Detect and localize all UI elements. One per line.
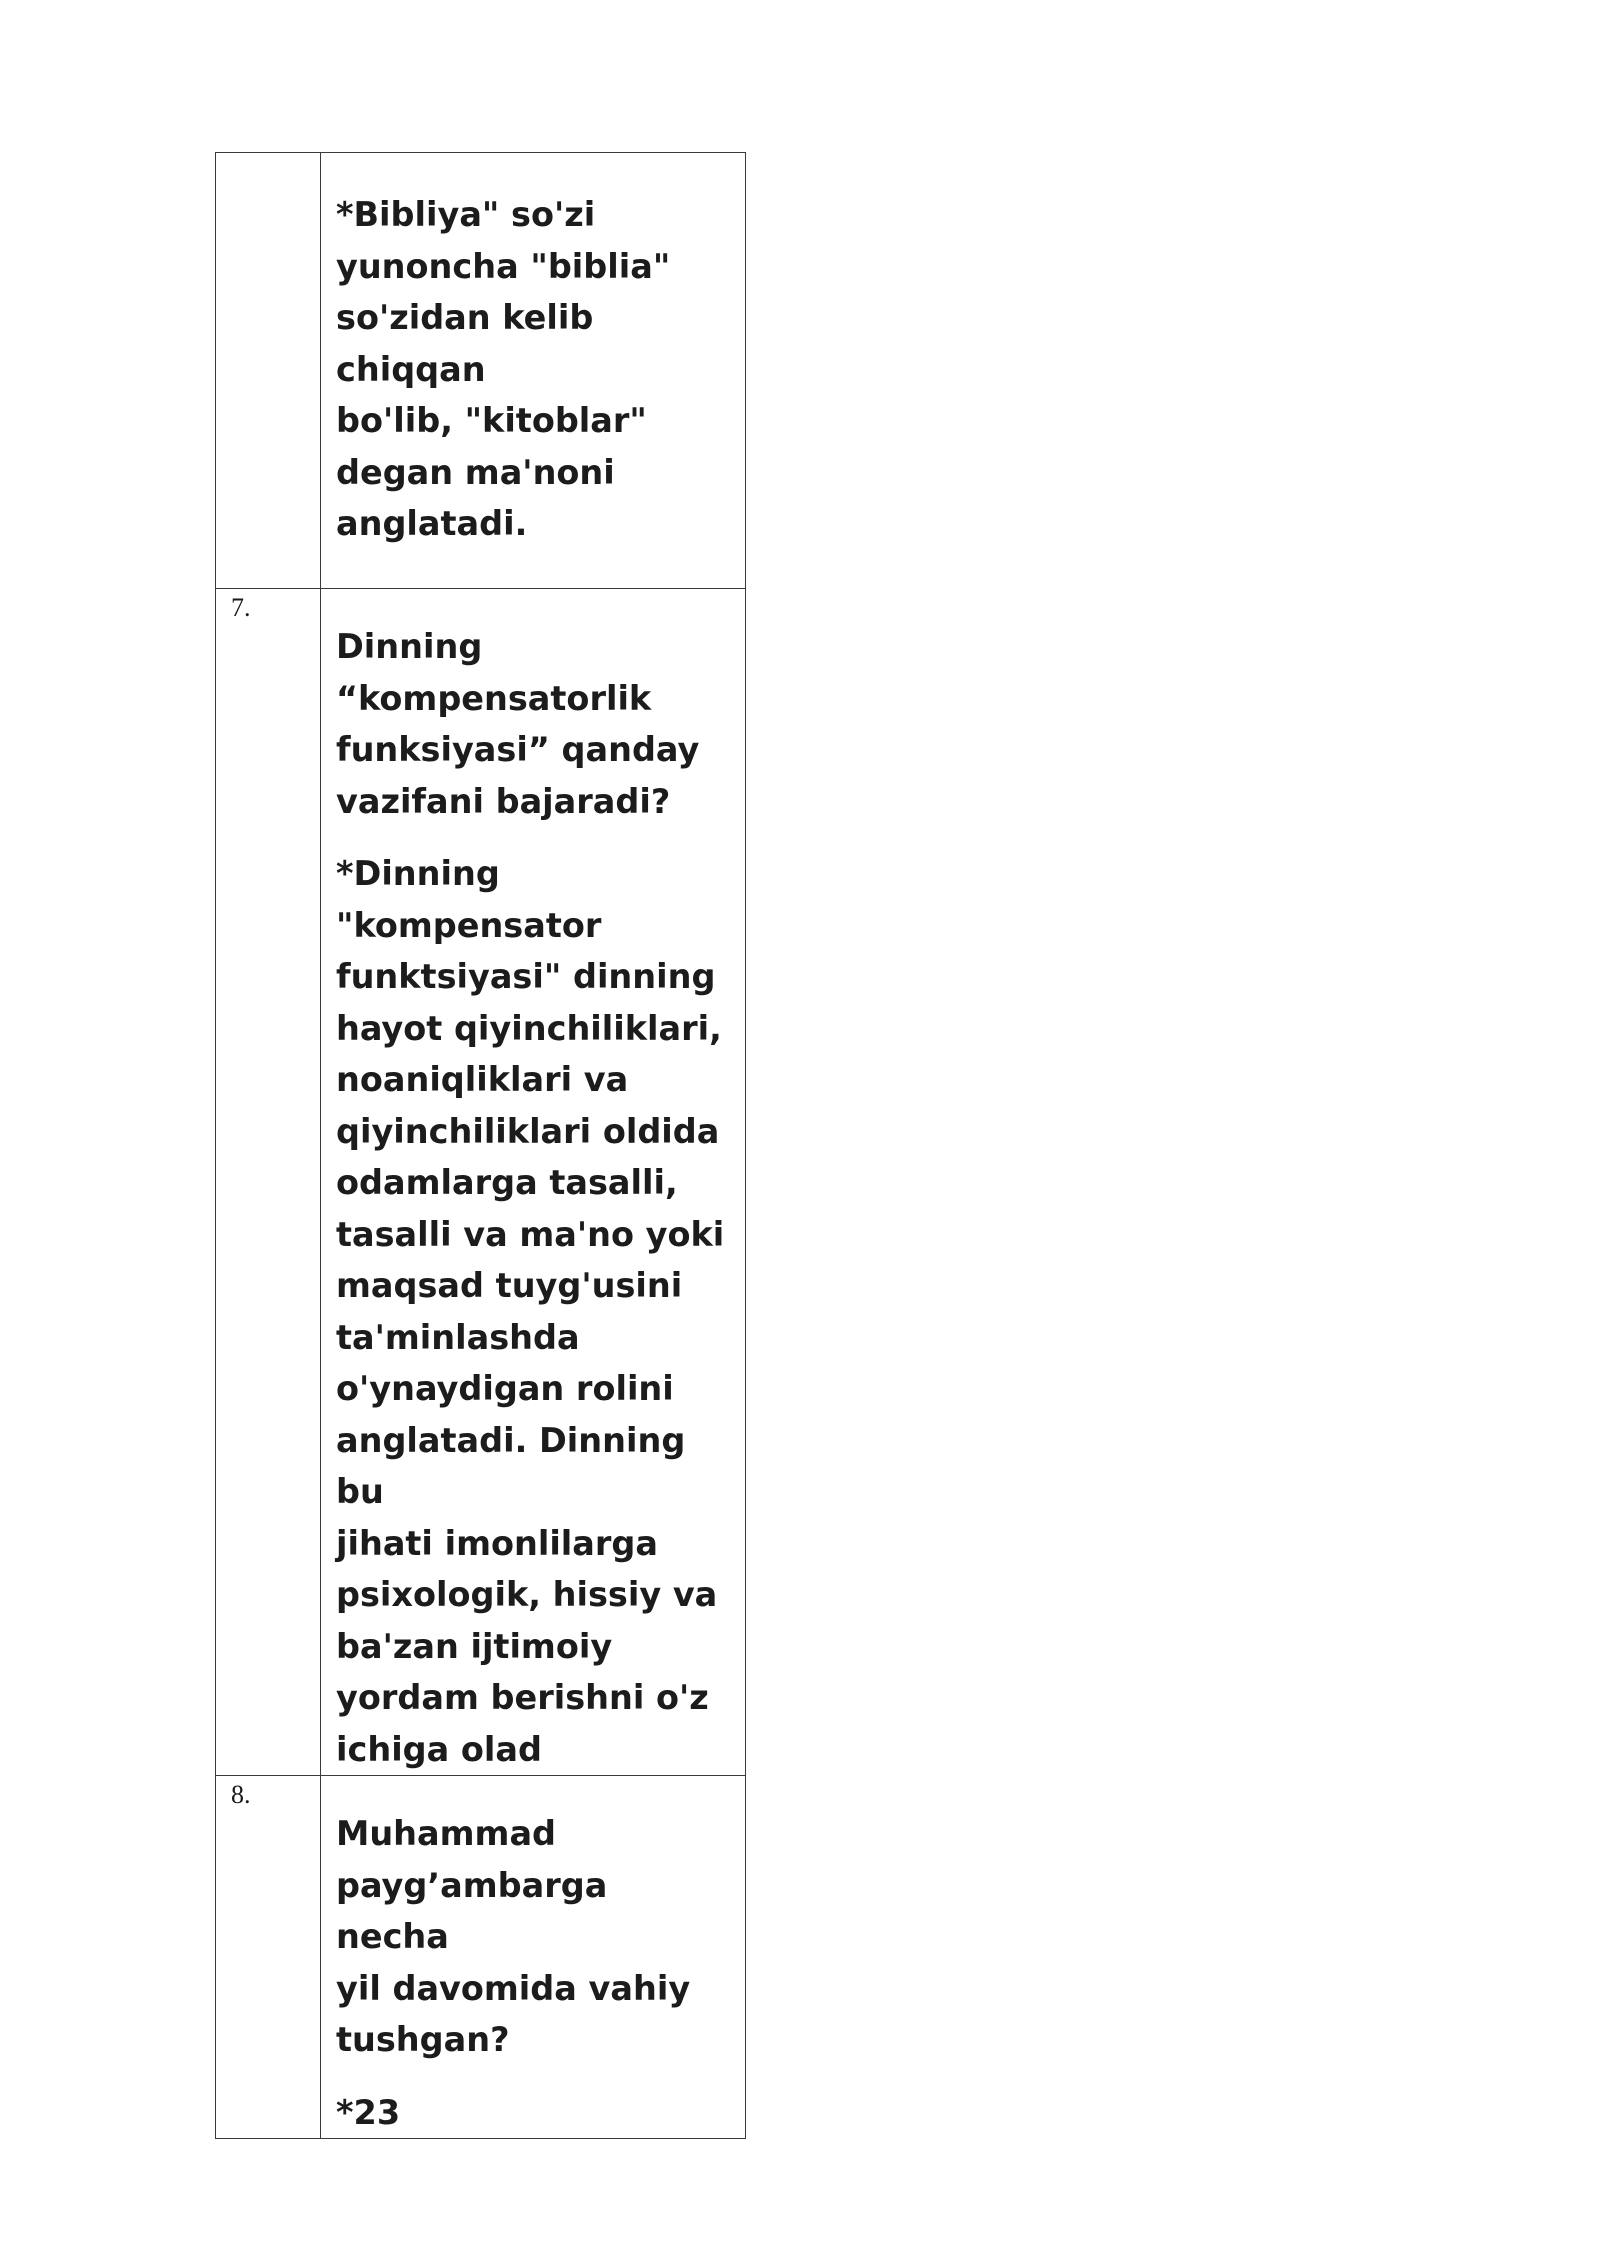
table-row xyxy=(216,589,746,1776)
table-row xyxy=(216,153,746,589)
cell-content xyxy=(321,1776,745,2138)
question-text: Muhammad payg’ambarga necha yil davomida vahiy tushgan? xyxy=(336,1814,691,2059)
question-text: Dinning “kompensatorlik funksiyasi” qanday vazifani bajaradi? xyxy=(336,627,700,821)
table-row xyxy=(216,1776,746,2139)
row-number-cell xyxy=(216,1776,321,2139)
row-number-cell xyxy=(216,589,321,1776)
row-content-cell xyxy=(321,153,746,589)
row-number-cell xyxy=(216,153,321,589)
answer-text: *Bibliya" so'zi yunoncha "biblia" so'zidan kelib chiqqan bo'lib, "kitoblar" degan ma'noni anglatadi. xyxy=(336,195,671,543)
row-content-cell xyxy=(321,589,746,1776)
qa-table xyxy=(215,152,746,2139)
row-number: 7. xyxy=(231,593,251,622)
cell-content xyxy=(321,153,745,550)
row-number: 8. xyxy=(231,1780,251,1809)
answer-text: *Dinning "kompensator funktsiyasi" dinning hayot qiyinchiliklari, noaniqliklari va qiyinchiliklari oldida odamlarga tasalli, tasalli va ma'no yoki maqsad tuyg'usini ta'minlashda o'ynaydigan rolini anglatadi. Dinning bu jihati imonlilarga psixologik, hissiy va ba'zan ijtimoiy yordam berishni o'z ichiga olad xyxy=(336,854,725,1769)
row-number xyxy=(216,153,320,159)
answer-text: *23 xyxy=(336,2092,401,2132)
row-content-cell xyxy=(321,1776,746,2139)
cell-content xyxy=(321,589,745,1775)
